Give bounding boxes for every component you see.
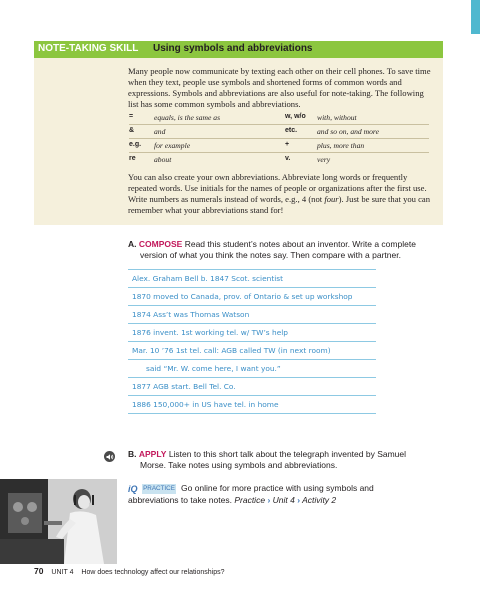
activity-letter: A.	[128, 239, 137, 249]
list-item: 1877 AGB start. Bell Tel. Co.	[132, 382, 236, 391]
telephone-operator-photo	[0, 479, 117, 564]
chevron-right-icon: ›	[267, 495, 271, 505]
speaker-glyph	[106, 453, 114, 461]
symbol: &	[129, 127, 135, 134]
table-row	[129, 155, 429, 168]
audio-speaker-icon[interactable]	[104, 451, 115, 462]
symbol: re	[129, 155, 136, 162]
path-activity: Activity 2	[302, 495, 337, 505]
list-item: 1886 150,000+ in US have tel. in home	[132, 400, 279, 409]
historical-photo	[0, 479, 117, 564]
note-rule	[128, 395, 376, 396]
meaning: and so on, and more	[317, 127, 379, 136]
path-unit: Unit 4	[272, 495, 295, 505]
meaning: plus, more than	[317, 141, 365, 150]
note-rule	[128, 413, 376, 414]
row-divider	[129, 152, 429, 153]
meaning: about	[154, 155, 172, 164]
list-item: Alex. Graham Bell b. 1847 Scot. scientist	[132, 274, 284, 283]
activity-instruction-line2: version of what you think the notes say. Then compare with a partner.	[140, 250, 401, 260]
online-practice-text: Go online for more practice with using symbols and	[181, 483, 374, 493]
note-rule	[128, 377, 376, 378]
symbol: e.g.	[129, 141, 142, 148]
note-rule	[128, 323, 376, 324]
corner-tab	[471, 0, 480, 34]
row-divider	[129, 124, 429, 125]
unit-label: UNIT 4	[51, 569, 74, 576]
practice-badge[interactable]: PRACTICE	[143, 485, 175, 492]
row-divider	[129, 138, 429, 139]
symbol: =	[129, 113, 134, 120]
outro-italic: four	[324, 194, 339, 204]
list-item: said “Mr. W. come here, I want you.”	[146, 364, 281, 373]
activity-instruction-line2: Morse. Take notes using symbols and abbreviations.	[140, 460, 338, 470]
page-footer	[34, 566, 225, 576]
activity-keyword: COMPOSE	[138, 239, 183, 249]
activity-b-heading	[128, 449, 406, 460]
list-item: 1870 moved to Canada, prov. of Ontario & set up workshop	[132, 292, 353, 301]
symbol: w, w/o	[285, 113, 306, 120]
meaning: for example	[154, 141, 191, 150]
symbol: etc.	[285, 127, 298, 134]
practice-path-link[interactable]	[234, 495, 336, 505]
iq-logo: iQ	[128, 484, 138, 494]
note-rule	[128, 287, 376, 288]
meaning: equals, is the same as	[154, 113, 221, 122]
list-item: 1876 invent. 1st working tel. w/ TW’s help	[132, 328, 288, 337]
skill-header	[34, 41, 443, 58]
skill-tag: NOTE-TAKING SKILL	[38, 43, 139, 54]
meaning: very	[317, 155, 331, 164]
symbol: +	[285, 141, 290, 148]
symbol: v.	[285, 155, 291, 162]
note-rule	[128, 359, 376, 360]
page-number: 70	[34, 566, 44, 576]
activity-instruction-line1: Read this student’s notes about an inventor. Write a complete	[184, 239, 416, 249]
activity-keyword: APPLY	[138, 449, 167, 459]
note-rule	[128, 341, 376, 342]
online-practice-text-2: abbreviations to take notes.	[128, 495, 232, 505]
list-item: Mar. 10 ’76 1st tel. call: AGB called TW (in next room)	[132, 346, 331, 355]
list-item: 1874 Ass’t was Thomas Watson	[132, 310, 250, 319]
meaning: with, without	[317, 113, 357, 122]
outro-text: You can also create your own abbreviations. Abbreviate long words or frequently repeated words. Use initials for the names of people or organizations after the first use. Write numbers as numerals instead of words, e.g., 4 (not	[128, 172, 427, 204]
symbols-table	[129, 113, 429, 165]
chevron-right-icon: ›	[297, 495, 301, 505]
note-rule	[128, 305, 376, 306]
skill-outro	[128, 172, 433, 216]
skill-title: Using symbols and abbreviations	[153, 43, 313, 54]
path-practice: Practice	[234, 495, 266, 505]
skill-intro: Many people now communicate by texting each other on their cell phones. To save time when they text, people use symbols and shortened forms of common words and expressions. Symbols and abbreviations are also useful for note-taking. The following list has some common symbols and abbreviations.	[128, 66, 431, 109]
meaning: and	[154, 127, 166, 136]
outro-text-end: ). Just be sure that you can remember what your abbreviations stand for!	[128, 194, 431, 215]
note-rule	[128, 269, 376, 270]
activity-a-heading	[128, 239, 416, 250]
unit-question: How does technology affect our relationships?	[81, 569, 225, 576]
online-practice-line2	[128, 495, 336, 506]
activity-letter: B.	[128, 449, 137, 459]
activity-instruction-line1: Listen to this short talk about the telegraph invented by Samuel	[168, 449, 407, 459]
